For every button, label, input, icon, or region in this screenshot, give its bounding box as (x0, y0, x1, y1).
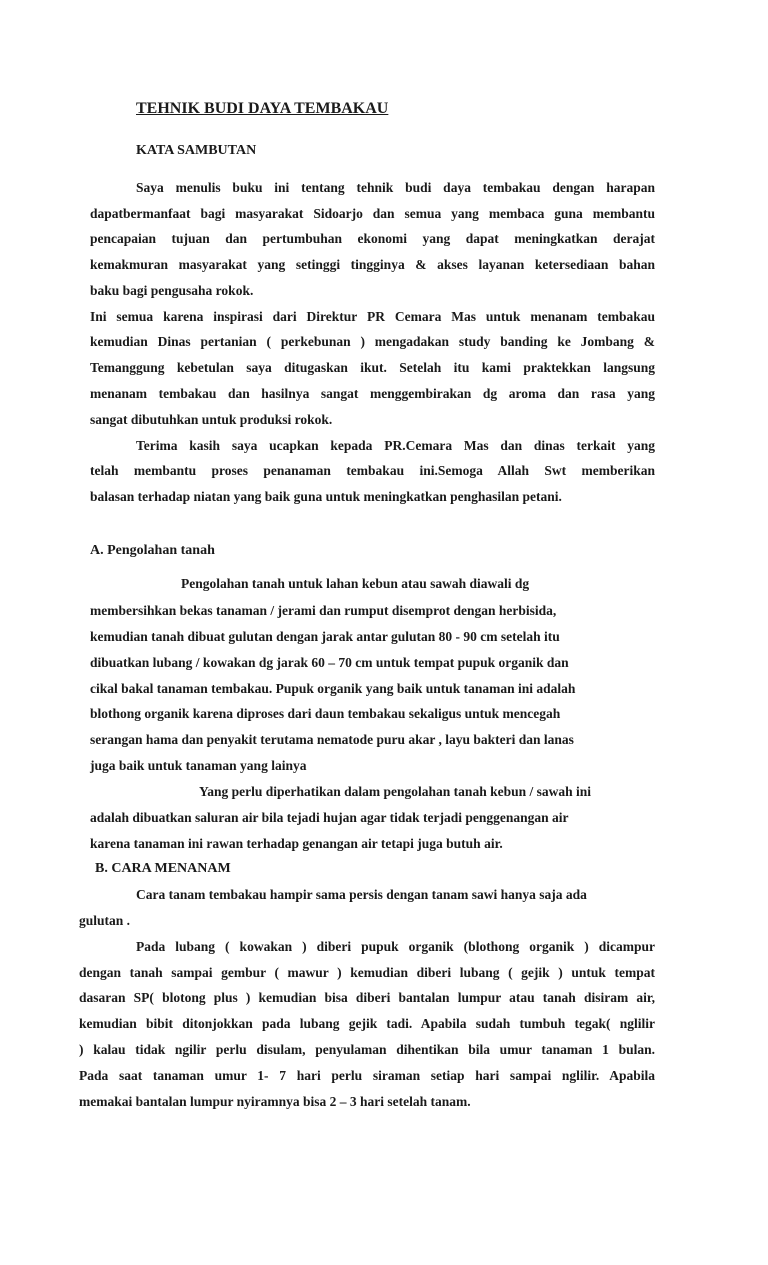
text-line: Saya menulis buku ini tentang tehnik budi daya tembakau dengan harapan (136, 180, 655, 195)
text-line: baku bagi pengusaha rokok. (90, 283, 254, 298)
section-b-heading: B. CARA MENANAM (95, 861, 231, 876)
text-line: dibuatkan lubang / kowakan dg jarak 60 – 70 cm untuk tempat pupuk organik dan (90, 655, 569, 670)
text-line: membersihkan bekas tanaman / jerami dan rumput disemprot dengan herbisida, (90, 603, 557, 618)
text-line: menanam tembakau dan hasilnya sangat menggembirakan dg aroma dan rasa yang (90, 386, 655, 401)
text-line: balasan terhadap niatan yang baik guna untuk meningkatkan penghasilan petani. (90, 489, 562, 504)
text-line: Pengolahan tanah untuk lahan kebun atau sawah diawali dg (181, 576, 530, 591)
text-line: Terima kasih saya ucapkan kepada PR.Cemara Mas dan dinas terkait yang (136, 438, 655, 453)
text-line: telah membantu proses penanaman tembakau ini.Semoga Allah Swt memberikan (90, 463, 655, 478)
text-line: cikal bakal tanaman tembakau. Pupuk organik yang baik untuk tanaman ini adalah (90, 681, 576, 696)
text-line: dengan tanah sampai gembur ( mawur ) kemudian diberi lubang ( gejik ) untuk tempat (79, 965, 655, 980)
text-line: serangan hama dan penyakit terutama nematode puru akar , layu bakteri dan lanas (90, 732, 574, 747)
text-line: sangat dibutuhkan untuk produksi rokok. (90, 412, 333, 427)
text-line: kemudian Dinas pertanian ( perkebunan ) mengadakan study banding ke Jombang & (90, 334, 655, 349)
text-line: Cara tanam tembakau hampir sama persis dengan tanam sawi hanya saja ada (136, 887, 587, 902)
section-heading-kata-sambutan: KATA SAMBUTAN (136, 143, 257, 158)
text-line: pencapaian tujuan dan pertumbuhan ekonomi yang dapat meningkatkan derajat (90, 231, 655, 246)
text-line: Ini semua karena inspirasi dari Direktur PR Cemara Mas untuk menanam tembakau (90, 309, 655, 324)
text-line: blothong organik karena diproses dari daun tembakau sekaligus untuk mencegah (90, 706, 561, 721)
text-line: Pada lubang ( kowakan ) diberi pupuk organik (blothong organik ) dicampur (136, 939, 655, 954)
document-title: TEHNIK BUDI DAYA TEMBAKAU (136, 100, 389, 117)
text-line: juga baik untuk tanaman yang lainya (90, 758, 307, 773)
text-line: ) kalau tidak ngilir perlu disulam, penyulaman dihentikan bila umur tanaman 1 bulan. (79, 1042, 655, 1057)
text-line: kemudian bibit ditonjokkan pada lubang gejik tadi. Apabila sudah tumbuh tegak( nglilir (79, 1016, 655, 1031)
text-line: kemudian tanah dibuat gulutan dengan jarak antar gulutan 80 - 90 cm setelah itu (90, 629, 560, 644)
text-line: dapatbermanfaat bagi masyarakat Sidoarjo dan semua yang membaca guna membantu (90, 206, 655, 221)
text-line: Pada saat tanaman umur 1- 7 hari perlu siraman setiap hari sampai nglilir. Apabila (79, 1068, 655, 1083)
section-a-heading: A. Pengolahan tanah (90, 543, 215, 558)
text-line: Yang perlu diperhatikan dalam pengolahan tanah kebun / sawah ini (199, 784, 591, 799)
text-line: Temanggung kebetulan saya ditugaskan ikut. Setelah itu kami praktekkan langsung (90, 360, 655, 375)
text-line: gulutan . (79, 913, 131, 928)
text-line: karena tanaman ini rawan terhadap genangan air tetapi juga butuh air. (90, 836, 503, 851)
text-line: adalah dibuatkan saluran air bila tejadi hujan agar tidak terjadi penggenangan air (90, 810, 569, 825)
text-line: memakai bantalan lumpur nyiramnya bisa 2 – 3 hari setelah tanam. (79, 1094, 471, 1109)
text-line: dasaran SP( blotong plus ) kemudian bisa diberi bantalan lumpur atau tanah disiram air, (79, 990, 655, 1005)
text-line: kemakmuran masyarakat yang setinggi tingginya & akses layanan ketersediaan bahan (90, 257, 655, 272)
